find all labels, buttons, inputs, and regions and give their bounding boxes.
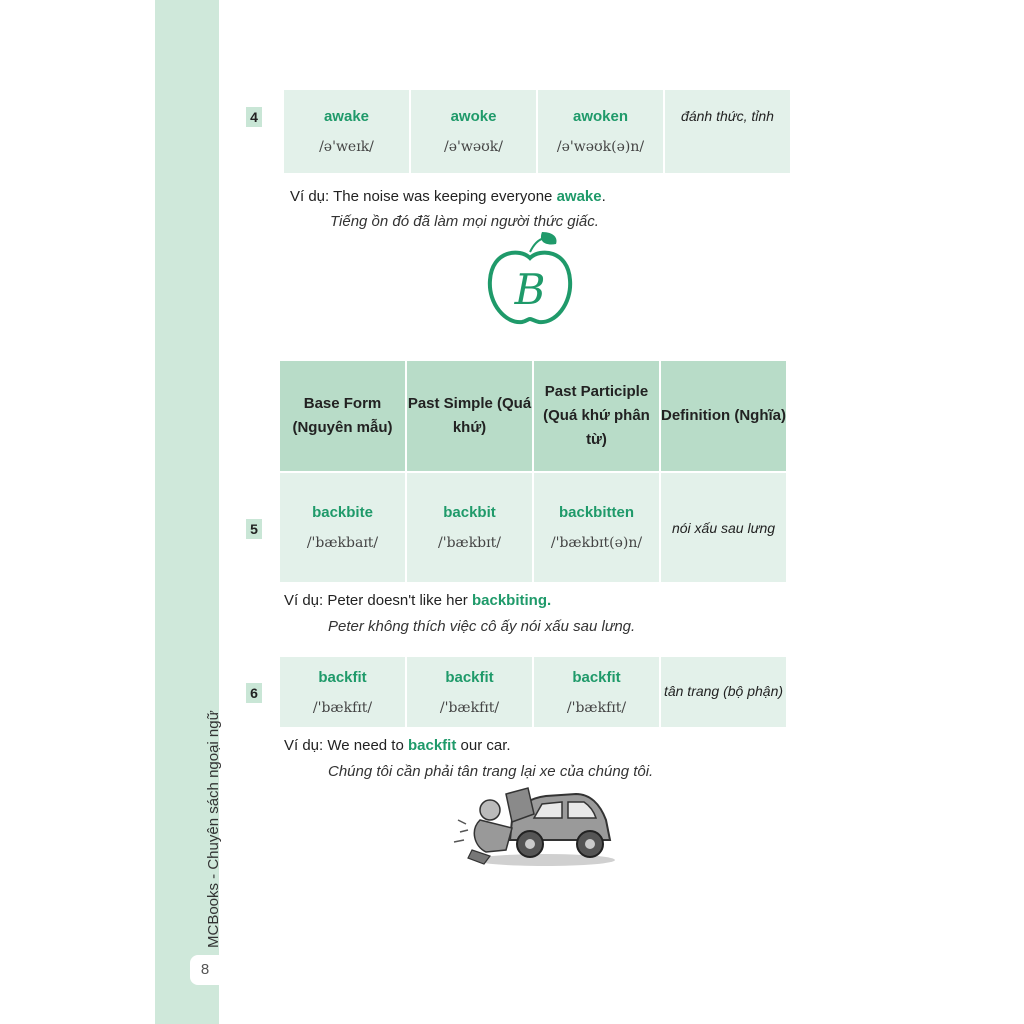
past-participle: backfit bbox=[572, 668, 621, 686]
past-participle-ipa: /ə'wəʊk(ə)n/ bbox=[556, 139, 645, 155]
past-simple-ipa: /ə'wəʊk/ bbox=[443, 139, 503, 155]
example-keyword: awake bbox=[556, 188, 602, 205]
entry-number: 6 bbox=[246, 683, 262, 703]
definition-cell bbox=[661, 657, 786, 727]
past-participle-cell bbox=[538, 90, 663, 173]
header-base-form: Base Form (Nguyên mẫu) bbox=[280, 361, 405, 471]
base-form-ipa: /'bækbaɪt/ bbox=[306, 535, 379, 551]
entry-number: 4 bbox=[246, 107, 262, 127]
past-participle-cell bbox=[534, 657, 659, 727]
past-participle: awoken bbox=[572, 108, 629, 125]
base-form: awake bbox=[323, 108, 370, 125]
example-translation: Chúng tôi cần phải tân trang lại xe của chúng tôi. bbox=[328, 763, 654, 780]
example-sentence: Ví dụ: Peter doesn't like her backbiting. bbox=[284, 592, 552, 609]
past-simple-ipa: /'bækfɪt/ bbox=[439, 699, 500, 716]
base-form-cell bbox=[284, 90, 409, 173]
publisher-title: MCBooks - Chuyên sách ngoại ngữ bbox=[205, 710, 222, 948]
definition: tân trang (bộ phận) bbox=[663, 683, 784, 699]
past-simple-cell bbox=[411, 90, 536, 173]
example-translation: Tiếng ồn đó đã làm mọi người thức giấc. bbox=[330, 213, 599, 230]
entry-number: 5 bbox=[246, 519, 262, 539]
base-form-cell bbox=[280, 473, 405, 582]
past-simple: backfit bbox=[445, 668, 494, 686]
base-form-cell bbox=[280, 657, 405, 727]
definition: nói xấu sau lưng bbox=[671, 519, 776, 536]
past-simple-cell bbox=[407, 657, 532, 727]
base-form-ipa: /ə'weɪk/ bbox=[319, 139, 374, 155]
car-repair-illustration-icon bbox=[450, 780, 620, 872]
past-participle-ipa: /'bækfɪt/ bbox=[566, 699, 627, 716]
example-sentence: Ví dụ: The noise was keeping everyone awake. bbox=[290, 188, 606, 205]
past-participle-ipa: /'bækbɪt(ə)n/ bbox=[550, 535, 643, 551]
past-simple-ipa: /'bækbɪt/ bbox=[438, 535, 501, 551]
example-translation: Peter không thích việc cô ấy nói xấu sau lưng. bbox=[328, 618, 636, 635]
header-past-simple: Past Simple (Quá khứ) bbox=[407, 361, 532, 471]
example-sentence: Ví dụ: We need to backfit our car. bbox=[284, 737, 511, 754]
definition-cell bbox=[661, 473, 786, 582]
past-simple: backbit bbox=[443, 504, 496, 521]
page-number: 8 bbox=[190, 955, 220, 985]
past-participle-cell bbox=[534, 473, 659, 582]
apple-logo-icon bbox=[484, 230, 576, 330]
table-header-row bbox=[280, 361, 786, 471]
base-form-ipa: /'bækfɪt/ bbox=[312, 699, 373, 716]
verb-row-backfit bbox=[280, 657, 786, 727]
base-form: backbite bbox=[312, 504, 373, 521]
example-keyword: backbiting. bbox=[471, 592, 552, 609]
past-simple: awoke bbox=[450, 108, 497, 125]
header-past-participle: Past Participle (Quá khứ phân từ) bbox=[534, 361, 659, 471]
verb-row-awake bbox=[284, 90, 790, 173]
verb-row-backbite bbox=[280, 473, 786, 582]
base-form: backfit bbox=[318, 668, 367, 686]
past-simple-cell bbox=[407, 473, 532, 582]
past-participle: backbitten bbox=[558, 504, 634, 521]
definition-cell bbox=[665, 90, 790, 173]
header-definition: Definition (Nghĩa) bbox=[661, 361, 786, 471]
example-keyword: backfit bbox=[407, 737, 457, 754]
definition: đánh thức, tỉnh bbox=[681, 108, 774, 124]
logo-letter: B bbox=[514, 265, 546, 314]
